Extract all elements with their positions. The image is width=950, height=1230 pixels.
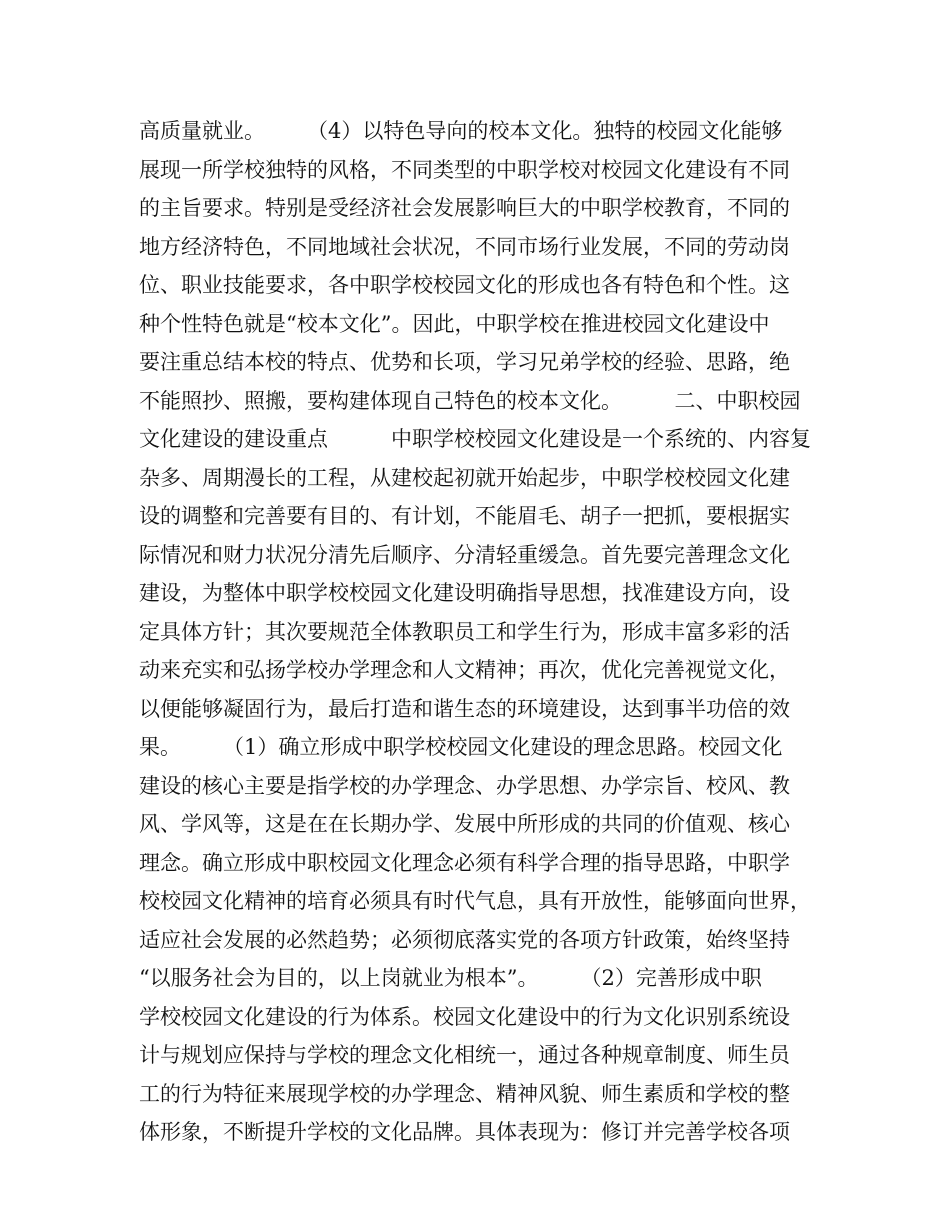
text-line: 种个性特色就是“校本文化”。因此，中职学校在推进校园文化建设中 (139, 311, 770, 336)
text-line: 学校校园文化建设的行为体系。校园文化建设中的行为文化识别系统设 (139, 1004, 790, 1029)
text-line: 适应社会发展的必然趋势；必须彻底落实党的各项方针政策，始终坚持 (139, 927, 790, 952)
text-line: 理念。确立形成中职校园文化理念必须有科学合理的指导思路，中职学 (139, 850, 790, 875)
text-line: 位、职业技能要求，各中职学校校园文化的形成也各有特色和个性。这 (139, 273, 790, 297)
text-line: 展现一所学校独特的风格，不同类型的中职学校对校园文化建设有不同 (139, 157, 790, 182)
text-line: 果。 （1）确立形成中职学校校园文化建设的理念思路。校园文化 (139, 735, 783, 759)
text-line: 工的行为特征来展现学校的办学理念、精神风貌、师生素质和学校的整 (139, 1081, 790, 1106)
text-line: 建设的核心主要是指学校的办学理念、办学思想、办学宗旨、校风、教 (139, 773, 790, 798)
text-line: 地方经济特色，不同地域社会状况，不同市场行业发展，不同的劳动岗 (139, 234, 790, 259)
text-line: 际情况和财力状况分清先后顺序、分清轻重缓急。首先要完善理念文化 (139, 542, 790, 567)
text-line: 建设，为整体中职学校校园文化建设明确指导思想，找准建设方向，设 (139, 581, 790, 605)
text-line: 定具体方针；其次要规范全体教职员工和学生行为，形成丰富多彩的活 (139, 619, 790, 644)
text-line: 以便能够凝固行为，最后打造和谐生态的环境建设，达到事半功倍的效 (139, 696, 790, 721)
text-line: 文化建设的建设重点 中职学校校园文化建设是一个系统的、内容复 (139, 427, 811, 451)
body-text (139, 112, 819, 1152)
text-line: 动来充实和弘扬学校办学理念和人文精神；再次，优化完善视觉文化， (139, 658, 790, 682)
text-line: 风、学风等，这是在在长期办学、发展中所形成的共同的价值观、核心 (139, 812, 790, 836)
text-line: 的主旨要求。特别是受经济社会发展影响巨大的中职学校教育，不同的 (139, 196, 790, 220)
text-line: 体形象，不断提升学校的文化品牌。具体表现为：修订并完善学校各项 (139, 1120, 790, 1144)
text-line: 要注重总结本校的特点、优势和长项，学习兄弟学校的经验、思路，绝 (139, 350, 790, 374)
text-line: 校校园文化精神的培育必须具有时代气息，具有开放性，能够面向世界， (139, 889, 811, 913)
text-line: 杂多、周期漫长的工程，从建校起初就开始起步，中职学校校园文化建 (139, 465, 790, 490)
text-line: 高质量就业。 （4）以特色导向的校本文化。独特的校园文化能够 (139, 119, 783, 143)
text-line: 计与规划应保持与学校的理念文化相统一，通过各种规章制度、师生员 (139, 1043, 790, 1067)
text-line: 不能照抄、照搬，要构建体现自己特色的校本文化。 二、中职校园 (139, 388, 801, 413)
text-line: “以服务社会为目的，以上岗就业为根本”。 （2）完善形成中职 (139, 966, 762, 990)
text-line: 设的调整和完善要有目的、有计划，不能眉毛、胡子一把抓，要根据实 (139, 504, 790, 528)
